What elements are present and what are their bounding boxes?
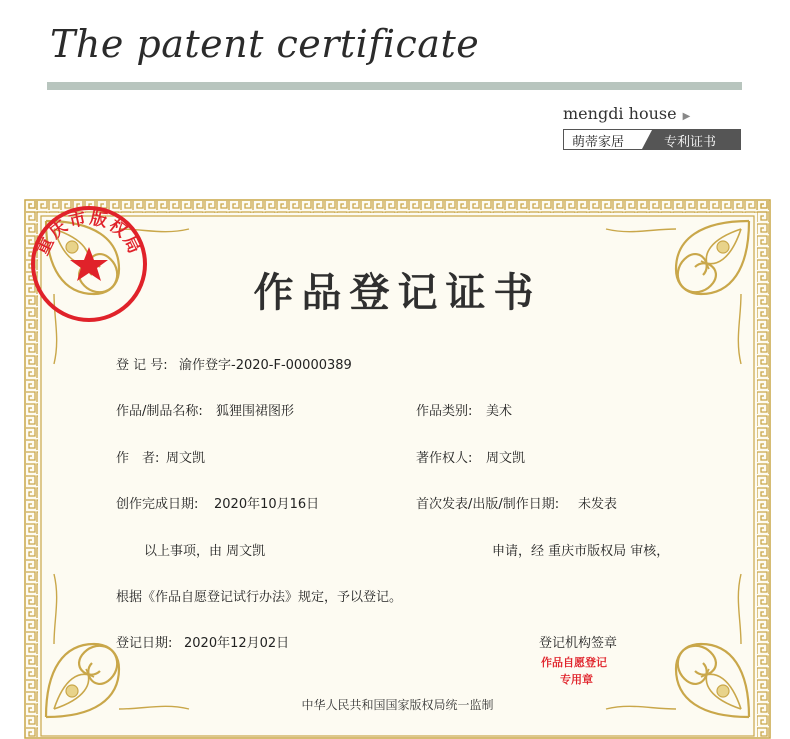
issuer-text: 中华人民共和国国家版权局统一监制 xyxy=(301,698,494,712)
owner-value: 周文凯 xyxy=(486,451,526,466)
category-value: 美术 xyxy=(486,404,513,419)
reg-date-label: 登记日期: xyxy=(116,636,173,651)
completion-value: 2020年10月16日 xyxy=(214,497,320,512)
section-tag xyxy=(563,129,741,150)
certificate xyxy=(24,199,771,739)
page-title: The patent certificate xyxy=(50,22,480,66)
brand-link[interactable] xyxy=(563,104,690,123)
work-name-value: 狐狸围裙图形 xyxy=(216,404,295,419)
certificate-title: 作品登记证书 xyxy=(253,269,542,316)
tag-patent: 专利证书 xyxy=(664,135,717,150)
reg-no-label: 登 记 号: xyxy=(116,358,168,373)
seal-line-1: 作品自愿登记 xyxy=(541,656,607,669)
reg-date-value: 2020年12月02日 xyxy=(184,636,290,651)
statement-applicant: 以上事项，由 周文凯 xyxy=(144,544,266,559)
owner-label: 著作权人: xyxy=(416,451,473,466)
statement-review: 申请，经 重庆市版权局 审核， xyxy=(492,544,670,559)
tag-company: 萌蒂家居 xyxy=(572,135,625,150)
publish-label: 首次发表/出版/制作日期: xyxy=(416,497,560,512)
tag-highlight xyxy=(652,130,740,149)
official-seal xyxy=(24,199,154,329)
completion-label: 创作完成日期: xyxy=(116,497,199,512)
reg-no-value: 渝作登字-2020-F-00000389 xyxy=(179,358,352,373)
seal-org: 重庆市版权局 xyxy=(32,208,146,259)
seal-line-2: 专用章 xyxy=(560,673,593,686)
arrow-right-icon: ▶ xyxy=(682,111,691,122)
title-underline xyxy=(47,82,742,90)
statement-basis: 根据《作品自愿登记试行办法》规定，予以登记。 xyxy=(116,590,403,605)
brand-name: mengdi house xyxy=(563,104,677,123)
category-label: 作品类别: xyxy=(416,404,473,419)
signature-label: 登记机构签章 xyxy=(539,636,618,651)
publish-value: 未发表 xyxy=(578,497,618,512)
work-name-label: 作品/制品名称: xyxy=(116,404,203,419)
author-label: 作 者: xyxy=(116,451,160,466)
author-value: 周文凯 xyxy=(166,451,206,466)
